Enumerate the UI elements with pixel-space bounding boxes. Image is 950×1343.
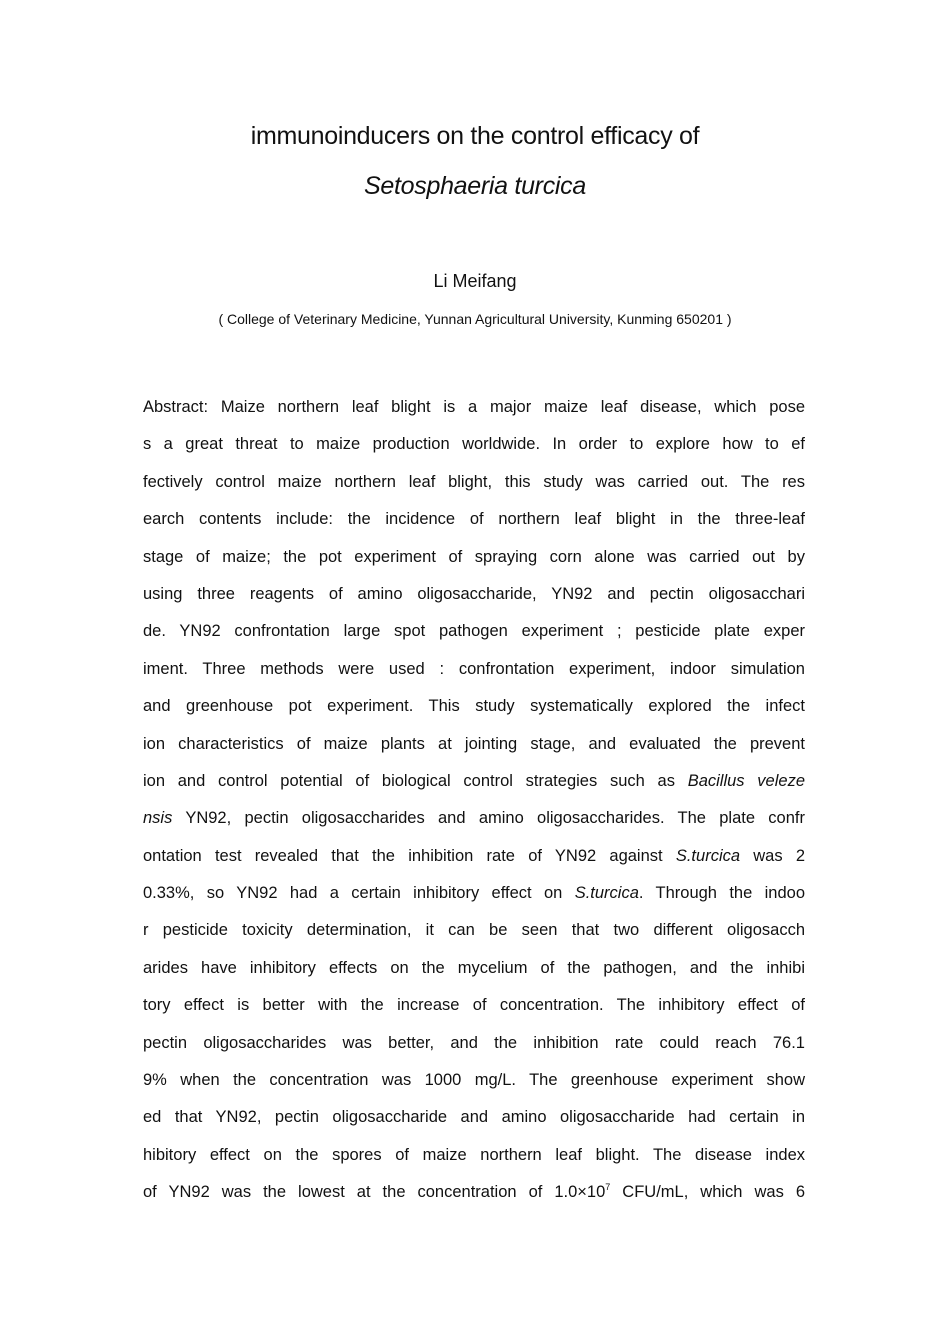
species-name: S.turcica	[574, 884, 639, 903]
abstract-line: Abstract: Maize northern leaf blight is a major maize leaf disease, which pose	[143, 398, 805, 416]
author-affiliation: ( College of Veterinary Medicine, Yunnan Agricultural University, Kunming 650201 )	[218, 311, 732, 327]
author-name: Li Meifang	[433, 271, 517, 291]
abstract-line: earch contents include: the incidence of northern leaf blight in the three-leaf	[143, 510, 805, 529]
abstract-line: s a great threat to maize production worldwide. In order to explore how to ef	[143, 435, 805, 454]
abstract-line: iment. Three methods were used : confrontation experiment, indoor simulation	[143, 659, 805, 678]
species-name: S.turcica	[675, 846, 741, 865]
abstract-line: ed that YN92, pectin oligosaccharide and amino oligosaccharide had certain in	[143, 1108, 805, 1127]
species-name: nsis	[143, 809, 173, 828]
abstract-line: pectin oligosaccharides was better, and the inhibition rate could reach 76.1	[143, 1033, 805, 1052]
abstract-line: stage of maize; the pot experiment of spraying corn alone was carried out by	[143, 547, 805, 566]
abstract-line: hibitory effect on the spores of maize northern leaf blight. The disease index	[143, 1145, 805, 1164]
abstract-line: 9% when the concentration was 1000 mg/L. The greenhouse experiment show	[143, 1071, 805, 1090]
abstract-line: de. YN92 confrontation large spot pathogen experiment ; pesticide plate exper	[143, 622, 805, 641]
abstract-line: of YN92 was the lowest at the concentration of $1.0\times 10^7$ CFU/mL, which was 6	[143, 1182, 805, 1202]
paper-title-line-2: Setosphaeria turcica	[364, 172, 586, 200]
paper-title-line-1: immunoinducers on the control efficacy of	[250, 122, 700, 150]
abstract-line: fectively control maize northern leaf blight, this study was carried out. The res	[143, 472, 805, 491]
abstract-line: 0.33%, so YN92 had a certain inhibitory effect on S.turcica. Through the indoo	[143, 884, 806, 903]
abstract-line: nsis YN92, pectin oligosaccharides and amino oligosaccharides. The plate confr	[143, 809, 805, 828]
abstract-line: ion and control potential of biological control strategies such as Bacillus veleze	[143, 771, 805, 790]
abstract-line: arides have inhibitory effects on the mycelium of the pathogen, and the inhibi	[143, 958, 805, 977]
abstract-line: r pesticide toxicity determination, it can be seen that two different oligosacch	[143, 921, 805, 940]
abstract-label: Abstract:	[143, 398, 209, 416]
species-name: Bacillus veleze	[687, 771, 805, 790]
exponent: 7	[605, 1182, 611, 1193]
abstract-line: ion characteristics of maize plants at jointing stage, and evaluated the prevent	[143, 734, 805, 753]
abstract	[143, 395, 805, 1218]
abstract-line: using three reagents of amino oligosaccharide, YN92 and pectin oligosacchari	[143, 584, 805, 603]
abstract-line: and greenhouse pot experiment. This study systematically explored the infect	[143, 697, 805, 716]
abstract-line: ontation test revealed that the inhibition rate of YN92 against S.turcica was 2	[143, 846, 806, 865]
abstract-line: tory effect is better with the increase of concentration. The inhibitory effect of	[143, 996, 805, 1015]
